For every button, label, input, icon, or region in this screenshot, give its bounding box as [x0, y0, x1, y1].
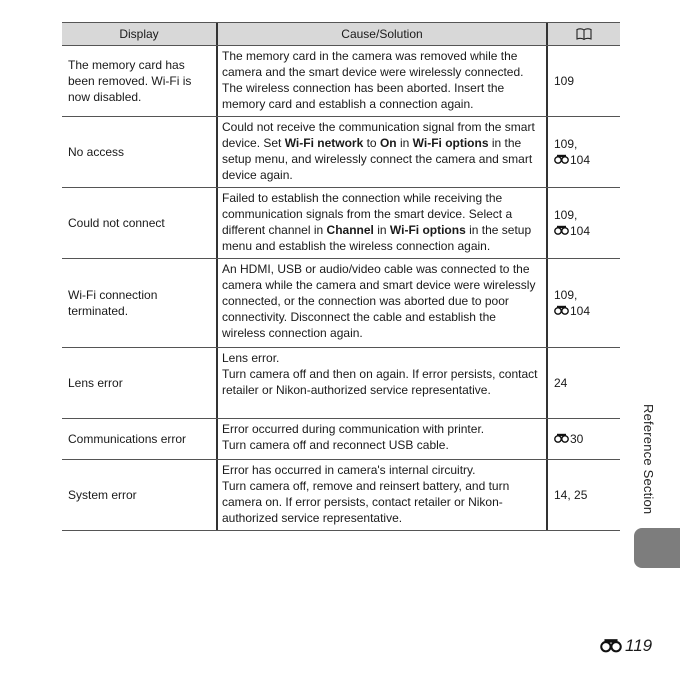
- cause-solution: [216, 419, 546, 459]
- menu-term: Channel: [326, 223, 374, 237]
- menu-term: On: [379, 136, 397, 150]
- cause-solution: [216, 188, 546, 258]
- text-run: 30: [570, 432, 584, 446]
- reference-section-icon: [554, 154, 569, 165]
- table-row: [62, 188, 620, 259]
- text-run: Lens error.: [222, 351, 280, 365]
- text-run: 24: [554, 376, 568, 390]
- text-run: 109,: [554, 137, 578, 151]
- page-reference: [546, 117, 620, 187]
- table-header-row: [62, 23, 620, 46]
- cause-solution: [216, 46, 546, 116]
- text-run: Turn camera off and reconnect USB cable.: [222, 438, 449, 452]
- table-row: [62, 46, 620, 117]
- table-row: [62, 348, 620, 419]
- page-reference: [546, 348, 620, 418]
- menu-term: Wi-Fi network: [284, 136, 364, 150]
- reference-section-icon: [554, 225, 569, 236]
- header-reference: [546, 23, 620, 45]
- menu-term: Wi-Fi options: [389, 223, 466, 237]
- display-message: The memory card has been removed. Wi-Fi is now disabled.: [68, 58, 192, 104]
- text-run: in the setup menu, and wirelessly connect the camera and smart device again.: [222, 136, 533, 182]
- reference-section-icon: [554, 305, 569, 316]
- page-reference: [546, 46, 620, 116]
- text-run: 14, 25: [554, 488, 588, 502]
- display-message: Lens error: [68, 376, 123, 390]
- text-run: Could not receive the communication signal from the smart device. Set: [222, 120, 535, 150]
- text-run: Error has occurred in camera's internal circuitry.: [222, 463, 476, 477]
- text-run: Turn camera off, remove and reinsert battery, and turn camera on. If error persists, contact retailer or Nikon-authorized service representative.: [222, 479, 510, 525]
- page-number-text: 119: [625, 636, 653, 655]
- cause-solution: [216, 259, 546, 347]
- display-message: Communications error: [68, 432, 187, 446]
- page-reference: [546, 259, 620, 347]
- display-message: No access: [68, 145, 125, 159]
- display-message: Could not connect: [68, 216, 165, 230]
- cause-solution: [216, 348, 546, 418]
- cause-solution: [216, 117, 546, 187]
- side-section-label: Reference Section: [641, 404, 656, 515]
- text-run: 109: [554, 74, 575, 88]
- page-reference: [546, 188, 620, 258]
- reference-section-icon: [600, 638, 622, 654]
- section-tab: [634, 528, 680, 568]
- cause-solution: [216, 460, 546, 530]
- text-run: in the setup menu and establish the wireless connection again.: [222, 223, 532, 253]
- page-reference: [546, 419, 620, 459]
- text-run: 104: [570, 224, 591, 238]
- reference-section-icon: [554, 433, 569, 444]
- menu-term: Wi-Fi options: [412, 136, 489, 150]
- table-row: [62, 460, 620, 530]
- text-run: 104: [570, 304, 591, 318]
- book-icon: [576, 28, 592, 40]
- text-run: in: [373, 223, 390, 237]
- text-run: The memory card in the camera was removed while the camera and the smart device were wirelessly connected. The wireless connection has been aborted. Insert the memory card and establish a connection again.: [222, 49, 524, 111]
- header-cause-solution: Cause/Solution: [216, 23, 546, 45]
- display-message: Wi-Fi connection terminated.: [68, 288, 158, 318]
- table-row: [62, 419, 620, 460]
- page-number: [600, 636, 652, 656]
- text-run: to: [363, 136, 380, 150]
- text-run: in: [396, 136, 413, 150]
- header-display: Display: [119, 27, 159, 41]
- text-run: Turn camera off and then on again. If error persists, contact retailer or Nikon-authorized service representative.: [222, 367, 538, 397]
- page-reference: [546, 460, 620, 530]
- text-run: Error occurred during communication with printer.: [222, 422, 485, 436]
- text-run: An HDMI, USB or audio/video cable was connected to the camera while the camera and smart device were wirelessly connected, or the connection was aborted due to poor connectivity. Disconnect the cable and establish the wireless connection again.: [222, 262, 536, 340]
- text-run: 104: [570, 153, 591, 167]
- text-run: Failed to establish the connection while receiving the communication signals from the smart device. Select a different channel in: [222, 191, 513, 237]
- table-row: [62, 117, 620, 188]
- display-message: System error: [68, 488, 137, 502]
- text-run: 109,: [554, 288, 578, 302]
- table-row: [62, 259, 620, 348]
- text-run: 109,: [554, 208, 578, 222]
- error-message-table: [62, 22, 620, 531]
